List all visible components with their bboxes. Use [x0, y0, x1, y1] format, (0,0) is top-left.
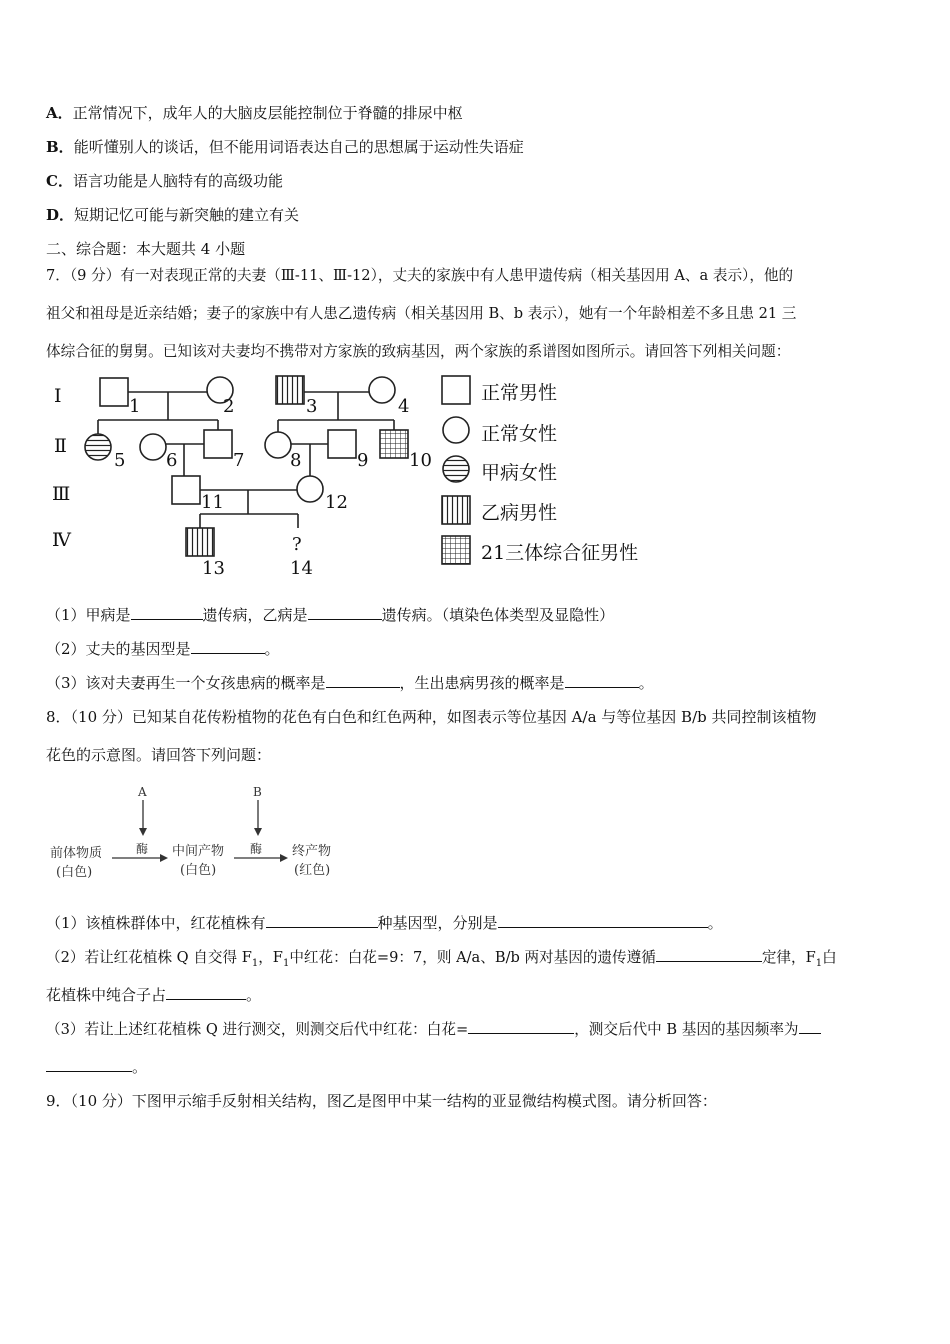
legend-label: 甲病女性: [481, 462, 558, 484]
q7-score: （9 分）: [69, 267, 121, 284]
q7-line3: 体综合征的舅舅。已知该对夫妻均不携带对方家族的致病基因，两个家族的系谱图如图所示。请回答下列相关问题：: [46, 343, 791, 360]
option-letter: D．: [46, 206, 75, 224]
pathway-diagram: [48, 780, 358, 885]
q7-sub3: （3）该对夫妻再生一个女孩患病的概率是 ，生出患病男孩的概率是 。: [46, 674, 654, 692]
legend-trisomy-male-symbol: [442, 536, 470, 564]
individual-11: [172, 476, 200, 504]
answer-blank[interactable]: [468, 1019, 574, 1034]
q8-number: 8．: [46, 708, 71, 726]
q8-text: 已知某自花传粉植物的花色有白色和红色两种，如图表示等位基因 A/a 与等位基因 B/b 共同控制该植物: [131, 708, 817, 726]
generation-label: Ⅳ: [52, 529, 71, 551]
answer-blank[interactable]: [46, 1057, 132, 1072]
individual-13: [186, 528, 214, 556]
option-text: 语言功能是人脑特有的高级功能: [72, 172, 283, 190]
option-letter: A．: [46, 104, 73, 122]
substance-intermediate: 中间产物: [172, 844, 225, 859]
legend-normal-male-symbol: [442, 376, 470, 404]
q7-sub1: （1）甲病是 遗传病，乙病是 遗传病。（填染色体类型及显隐性）: [46, 606, 615, 624]
option-a: [46, 102, 463, 123]
individual-number: 12: [325, 492, 348, 513]
legend-disease-a-female-symbol: [443, 456, 469, 482]
answer-blank[interactable]: [799, 1019, 821, 1034]
q7-line2: 祖父和祖母是近亲结婚；妻子的家族中有人患乙遗传病（相关基因用 B、b 表示），她有一个年龄相差不多且患 21 三: [46, 305, 797, 322]
q7-text: 有一对表现正常的夫妻（Ⅲ-11、Ⅲ-12），丈夫的家族中有人患甲遗传病（相关基因用 A、a 表示），他的: [120, 267, 794, 284]
gene-a-label: A: [138, 785, 147, 799]
q9-text: 下图甲示缩手反射相关结构，图乙是图甲中某一结构的亚显微结构模式图。请分析回答：: [131, 1092, 717, 1110]
pedigree-chart: [40, 368, 680, 583]
individual-number: 9: [357, 450, 369, 471]
legend-normal-female-symbol: [443, 417, 469, 443]
q8-sub3: （3）若让上述红花植株 Q 进行测交，则测交后代中红花：白花= ，测交后代中 B 基因的基因频率为: [46, 1018, 821, 1039]
answer-blank[interactable]: [326, 673, 400, 688]
individual-number: 2: [223, 396, 235, 417]
gene-b-label: B: [253, 785, 262, 799]
legend-label: 正常男性: [481, 382, 558, 404]
individual-number: 14: [290, 558, 313, 579]
q7-sub2: （2）丈夫的基因型是 。: [46, 640, 280, 658]
answer-blank[interactable]: [308, 605, 382, 620]
q8-sub3-line2: 。: [46, 1056, 147, 1077]
individual-number: 4: [398, 396, 410, 417]
individual-number: 7: [233, 450, 245, 471]
individual-12: [297, 476, 323, 502]
answer-blank[interactable]: [131, 605, 203, 620]
substance-final: 终产物: [292, 844, 332, 859]
individual-number: 8: [290, 450, 302, 471]
answer-blank[interactable]: [565, 673, 639, 688]
answer-blank[interactable]: [498, 913, 708, 928]
option-c: [46, 170, 283, 191]
generation-label: Ⅲ: [52, 483, 71, 505]
individual-4: [369, 377, 395, 403]
option-text: 正常情况下，成年人的大脑皮层能控制位于脊髓的排尿中枢: [72, 104, 463, 122]
q8-sub1: （1）该植株群体中，红花植株有 种基因型，分别是 。: [46, 914, 723, 932]
individual-7: [204, 430, 232, 458]
individual-number: 5: [114, 450, 126, 471]
individual-3: [276, 376, 304, 404]
individual-number: 10: [409, 450, 432, 471]
q8-line2: 花色的示意图。请回答下列问题：: [46, 746, 272, 764]
answer-blank[interactable]: [266, 913, 378, 928]
answer-blank[interactable]: [191, 639, 265, 654]
legend-label: 乙病男性: [481, 502, 558, 524]
option-d: [46, 204, 299, 225]
q9-line1: [46, 1090, 717, 1111]
unknown-marker: ?: [292, 534, 302, 555]
individual-number: 3: [306, 396, 318, 417]
option-text: 短期记忆可能与新突触的建立有关: [74, 206, 300, 224]
q8-sub2: （2）若让红花植株 Q 自交得 $F_1$，$F_1$中红花：白花=9：7，则 A/a、B/b 两对基因的遗传遵循 定律，$F_1$白: [46, 949, 837, 969]
individual-6: [140, 434, 166, 460]
answer-blank[interactable]: [656, 947, 762, 962]
option-letter: B．: [46, 138, 74, 156]
individual-1: [100, 378, 128, 406]
substance-color: (白色): [56, 865, 93, 880]
individual-number: 1: [129, 396, 141, 417]
option-letter: C．: [46, 172, 73, 190]
q9-score: （10 分）: [70, 1092, 132, 1110]
q7-number: 7．: [46, 267, 70, 284]
section-heading: 二、综合题：本大题共 4 小题: [46, 240, 246, 258]
enzyme-label: 酶: [136, 842, 149, 856]
q9-number: 9．: [46, 1092, 71, 1110]
legend-disease-b-male-symbol: [442, 496, 470, 524]
individual-9: [328, 430, 356, 458]
option-text: 能听懂别人的谈话，但不能用词语表达自己的思想属于运动性失语症: [73, 138, 524, 156]
substance-precursor: 前体物质: [50, 846, 103, 861]
individual-8: [265, 432, 291, 458]
individual-number: 6: [166, 450, 178, 471]
enzyme-label: 酶: [250, 842, 263, 856]
q8-score: （10 分）: [70, 708, 132, 726]
substance-color: (白色): [180, 863, 217, 878]
q8-sub2-line2: 花植株中纯合子占 。: [46, 986, 262, 1004]
individual-5: [85, 434, 111, 460]
individual-number: 11: [201, 492, 224, 513]
generation-label: Ⅱ: [54, 435, 67, 457]
individual-10: [380, 430, 408, 458]
q7-line1: [46, 264, 793, 285]
answer-blank[interactable]: [166, 985, 246, 1000]
legend-label: 21三体综合征男性: [481, 542, 639, 564]
legend-label: 正常女性: [481, 423, 558, 445]
substance-color: (红色): [294, 863, 331, 878]
q8-line1: [46, 706, 817, 727]
generation-label: Ⅰ: [54, 385, 62, 407]
option-b: [46, 136, 524, 157]
individual-number: 13: [202, 558, 225, 579]
